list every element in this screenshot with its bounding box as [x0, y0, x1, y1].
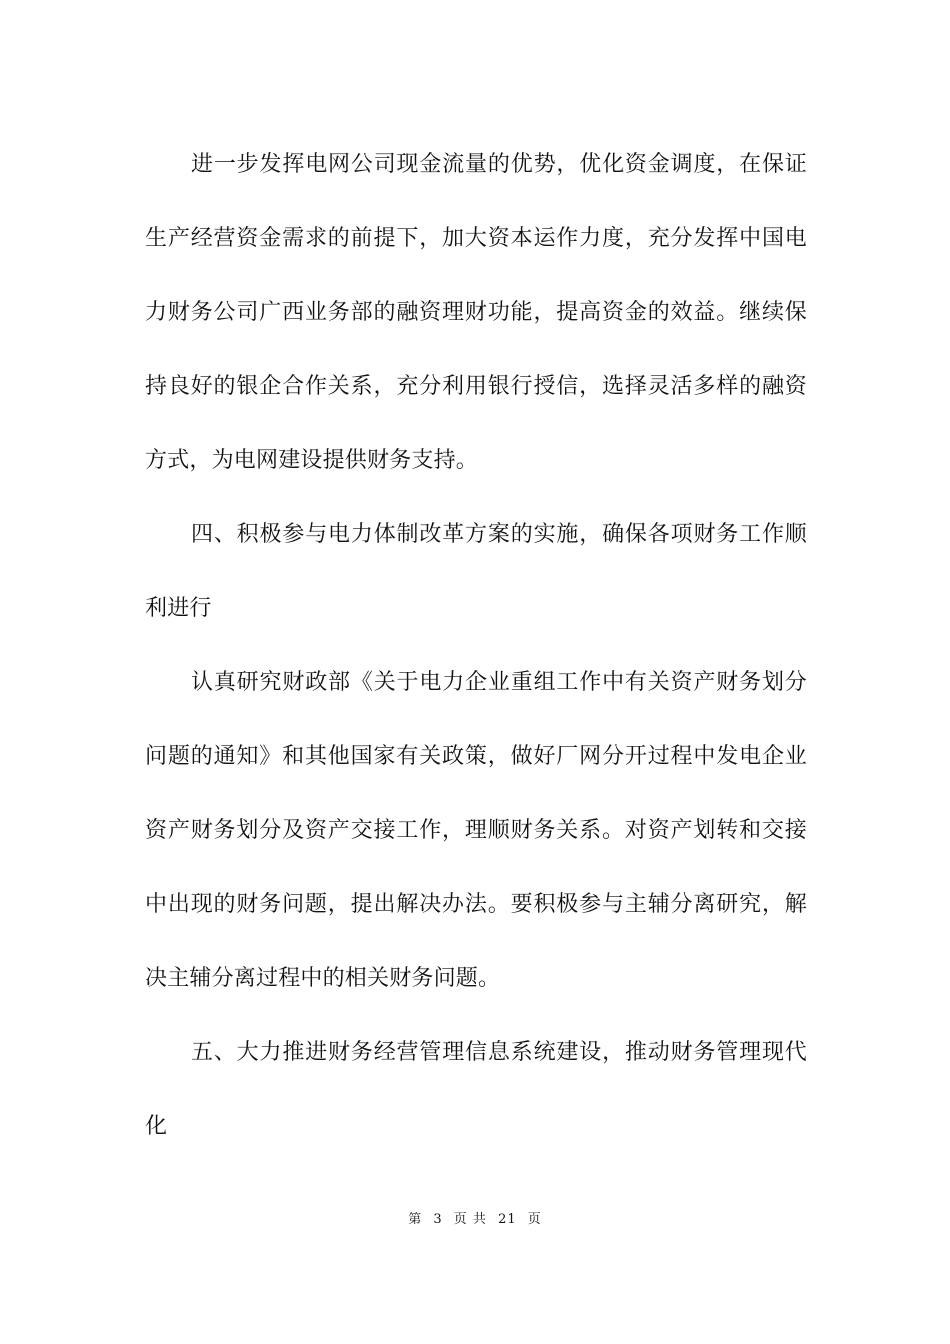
- document-body: [145, 128, 807, 1164]
- footer-total-pages: 21: [498, 1212, 517, 1227]
- section-heading-reform: 四、积极参与电力体制改革方案的实施，确保各项财务工作顺利进行: [145, 522, 807, 621]
- paragraph-fund-management: 进一步发挥电网公司现金流量的优势，优化资金调度，在保证生产经营资金需求的前提下，加大资本运作力度，充分发挥中国电力财务公司广西业务部的融资理财功能，提高资金的效益。继续保持良好的银企合作关系，充分利用银行授信，选择灵活多样的融资方式，为电网建设提供财务支持。: [145, 152, 807, 473]
- section-heading-info-system: 五、大力推进财务经营管理信息系统建设，推动财务管理现代化: [145, 1040, 807, 1139]
- footer-suffix: 页: [527, 1212, 542, 1227]
- paragraph-asset-division: 认真研究财政部《关于电力企业重组工作中有关资产财务划分问题的通知》和其他国家有关政策，做好厂网分开过程中发电企业资产财务划分及资产交接工作，理顺财务关系。对资产划转和交接中出现的财务问题，提出解决办法。要积极参与主辅分离研究，解决主辅分离过程中的相关财务问题。: [145, 670, 807, 991]
- footer-current-page: 3: [433, 1212, 443, 1227]
- footer-prefix: 第: [408, 1212, 423, 1227]
- page-number-footer: [0, 1208, 950, 1227]
- footer-middle: 页 共: [453, 1212, 487, 1227]
